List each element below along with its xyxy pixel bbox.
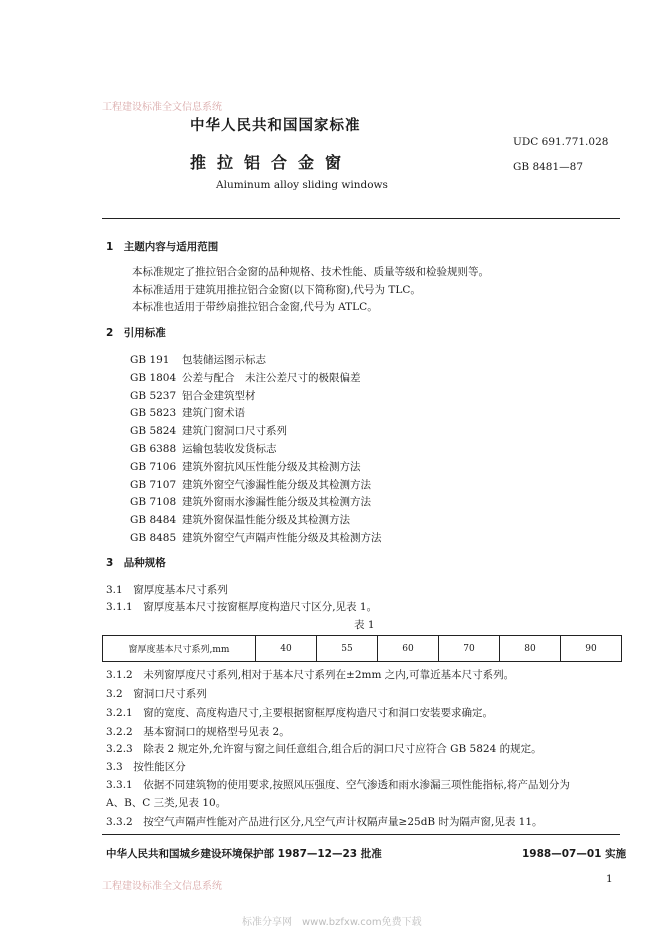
reference-item bbox=[130, 370, 361, 385]
section-1-para: 本标准适用于建筑用推拉铝合金窗(以下简称窗),代号为 TLC。 bbox=[132, 284, 421, 296]
reference-code: GB 7107 bbox=[130, 478, 177, 491]
clause-line: 3.1.2 未列窗厚度尺寸系列,相对于基本尺寸系列在±2mm 之内,可靠近基本尺寸系列。 bbox=[106, 669, 515, 681]
reference-code: GB 8485 bbox=[130, 532, 177, 544]
table-cell: 40 bbox=[256, 636, 317, 662]
clause-line: 3.2.1 窗的宽度、高度构造尺寸,主要根据窗框厚度构造尺寸和洞口安装要求确定。 bbox=[106, 707, 494, 719]
main-title: 推拉铝合金窗 bbox=[190, 153, 353, 172]
standard-title: 中华人民共和国国家标准 bbox=[190, 118, 361, 134]
reference-item bbox=[130, 441, 277, 456]
page-number: 1 bbox=[606, 873, 613, 885]
section-2-title: 2 引用标准 bbox=[106, 327, 166, 339]
reference-title: 建筑外窗保温性能分级及其检测方法 bbox=[182, 514, 350, 527]
clause-line: 3.2.3 除表 2 规定外,允许窗与窗之间任意组合,组合后的洞口尺寸应符合 GB 5824 的规定。 bbox=[106, 743, 542, 755]
watermark-bottom: 工程建设标准全文信息系统 bbox=[102, 881, 222, 892]
reference-item bbox=[130, 388, 256, 403]
table-1 bbox=[102, 635, 622, 662]
implementation-date: 1988—07—01 实施 bbox=[522, 848, 627, 860]
reference-code: GB 6388 bbox=[130, 443, 177, 455]
reference-item bbox=[130, 423, 287, 438]
reference-title: 建筑外窗抗风压性能分级及其检测方法 bbox=[182, 460, 361, 473]
reference-code: GB 7106 bbox=[130, 460, 177, 473]
table-cell: 70 bbox=[439, 636, 500, 662]
reference-item bbox=[130, 352, 266, 367]
clause-line: 3.2 窗洞口尺寸系列 bbox=[106, 688, 207, 700]
table-cell: 55 bbox=[317, 636, 378, 662]
reference-title: 建筑外窗雨水渗漏性能分级及其检测方法 bbox=[182, 496, 371, 509]
clause-line: 3.3.1 依据不同建筑物的使用要求,按照风压强度、空气渗透和雨水渗漏三项性能指标,将产品划分为 bbox=[106, 779, 570, 791]
section-1-para: 本标准规定了推拉铝合金窗的品种规格、技术性能、质量等级和检验规则等。 bbox=[132, 266, 489, 278]
section-3-title: 3 品种规格 bbox=[106, 557, 166, 569]
reference-code: GB 7108 bbox=[130, 496, 177, 509]
clause-line: 3.1 窗厚度基本尺寸系列 bbox=[106, 584, 228, 596]
table-header-cell: 窗厚度基本尺寸系列,mm bbox=[103, 636, 256, 662]
reference-code: GB 191 bbox=[130, 354, 170, 366]
table-cell: 60 bbox=[378, 636, 439, 662]
reference-title: 包装储运图示标志 bbox=[182, 354, 266, 366]
watermark-top: 工程建设标准全文信息系统 bbox=[102, 102, 222, 113]
table-row bbox=[103, 636, 622, 662]
gb-code: GB 8481—87 bbox=[513, 161, 584, 173]
reference-item bbox=[130, 405, 245, 420]
section-1-title: 1 主题内容与适用范围 bbox=[106, 241, 219, 253]
section-1-para: 本标准也适用于带纱扇推拉铝合金窗,代号为 ATLC。 bbox=[132, 301, 378, 313]
table-caption: 表 1 bbox=[354, 619, 375, 631]
reference-title: 运输包装收发货标志 bbox=[182, 443, 277, 455]
reference-item bbox=[130, 477, 371, 492]
reference-item bbox=[130, 494, 371, 509]
clause-line: 3.2.2 基本窗洞口的规格型号见表 2。 bbox=[106, 726, 290, 738]
clause-line: 3.1.1 窗厚度基本尺寸按窗框厚度构造尺寸区分,见表 1。 bbox=[106, 601, 378, 613]
reference-item bbox=[130, 512, 350, 527]
reference-code: GB 5823 bbox=[130, 407, 177, 420]
reference-code: GB 5824 bbox=[130, 425, 177, 438]
approval-line: 中华人民共和国城乡建设环境保护部 1987—12—23 批准 bbox=[106, 848, 382, 860]
clause-line: 3.3 按性能区分 bbox=[106, 761, 186, 773]
reference-title: 公差与配合 未注公差尺寸的极限偏差 bbox=[182, 371, 361, 384]
reference-title: 建筑外窗空气声隔声性能分级及其检测方法 bbox=[182, 532, 382, 544]
bottom-watermark: 标准分享网 www.bzfxw.com免费下载 bbox=[242, 917, 422, 928]
header-rule bbox=[102, 218, 620, 219]
reference-title: 铝合金建筑型材 bbox=[182, 389, 256, 402]
clause-line: 3.3.2 按空气声隔声性能对产品进行区分,凡空气声计权隔声量≥25dB 时为隔声窗,见表 11。 bbox=[106, 816, 543, 828]
reference-code: GB 8484 bbox=[130, 514, 177, 527]
english-title: Aluminum alloy sliding windows bbox=[216, 179, 388, 191]
reference-title: 建筑门窗术语 bbox=[182, 407, 245, 420]
reference-item bbox=[130, 459, 361, 474]
reference-code: GB 5237 bbox=[130, 389, 177, 402]
reference-item bbox=[130, 530, 382, 545]
reference-title: 建筑门窗洞口尺寸系列 bbox=[182, 425, 287, 438]
reference-title: 建筑外窗空气渗漏性能分级及其检测方法 bbox=[182, 478, 371, 491]
table-cell: 90 bbox=[561, 636, 622, 662]
table-cell: 80 bbox=[500, 636, 561, 662]
udc-code: UDC 691.771.028 bbox=[513, 136, 609, 148]
clause-line: A、B、C 三类,见表 10。 bbox=[106, 797, 227, 809]
footer-rule bbox=[102, 834, 620, 835]
reference-code: GB 1804 bbox=[130, 371, 177, 384]
